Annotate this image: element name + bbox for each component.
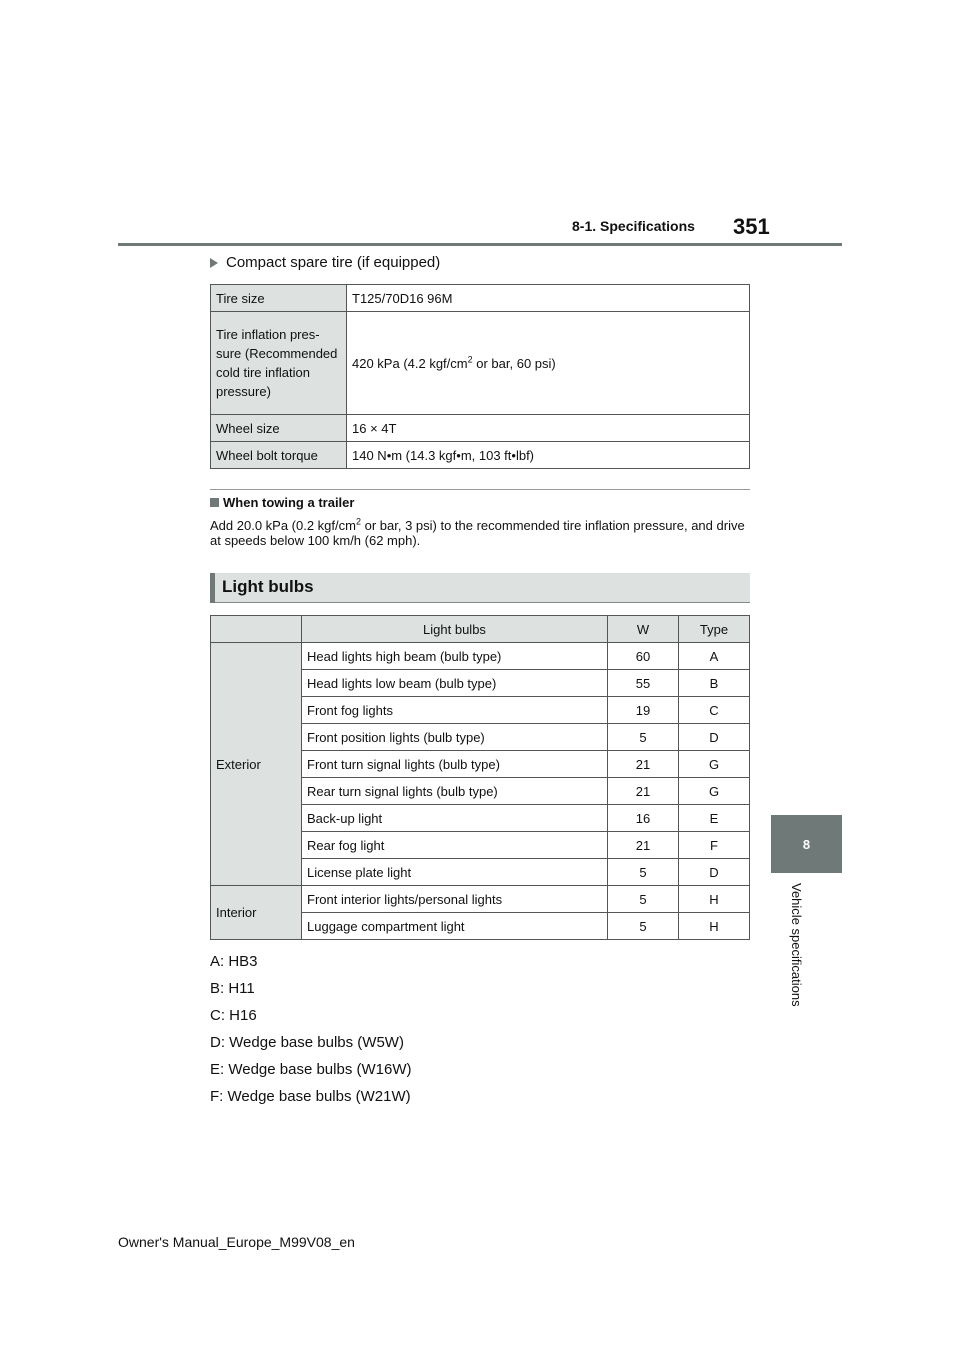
bulb-type: H — [679, 913, 750, 940]
triangle-bullet-icon — [210, 258, 218, 268]
bulb-watt: 19 — [608, 697, 679, 724]
chapter-number: 8 — [802, 836, 811, 852]
bulb-name: Front fog lights — [302, 697, 608, 724]
spec-value — [347, 312, 750, 415]
towing-body-rest: or bar, 3 psi) to the recommended tire inflation pressure, and drive at speeds below 100 km/h (62 mph). — [210, 518, 745, 548]
bulb-name: Head lights high beam (bulb type) — [302, 643, 608, 670]
towing-heading-text: When towing a trailer — [223, 495, 355, 510]
light-bulbs-table — [210, 615, 750, 940]
bulb-type-legend — [210, 952, 411, 1114]
table-row — [211, 285, 750, 312]
bulb-name: Rear turn signal lights (bulb type) — [302, 778, 608, 805]
table-row — [211, 886, 750, 913]
light-bulbs-heading — [210, 573, 750, 603]
towing-heading — [210, 495, 354, 510]
bulb-name: Luggage compartment light — [302, 913, 608, 940]
superscript: 2 — [355, 516, 361, 527]
bulb-type: H — [679, 886, 750, 913]
bulb-watt: 5 — [608, 886, 679, 913]
spec-value-main: 420 kPa (4.2 kgf/cm — [352, 355, 468, 371]
spare-tire-heading — [210, 254, 440, 271]
bulb-name: License plate light — [302, 859, 608, 886]
table-row — [211, 442, 750, 469]
header-rule — [118, 243, 842, 246]
bulb-type: D — [679, 859, 750, 886]
spare-tire-table — [210, 284, 750, 469]
spec-value: T125/70D16 96M — [347, 285, 750, 312]
group-label: Interior — [211, 886, 302, 940]
bulb-name: Back-up light — [302, 805, 608, 832]
column-header: W — [608, 616, 679, 643]
chapter-tab[interactable] — [771, 815, 842, 873]
spec-label: Wheel bolt torque — [211, 442, 347, 469]
bulb-watt: 16 — [608, 805, 679, 832]
legend-item: B: H11 — [210, 980, 255, 997]
towing-body-text: Add 20.0 kPa (0.2 kgf/cm — [210, 518, 356, 533]
spec-label: Tire size — [211, 285, 347, 312]
legend-item: E: Wedge base bulbs (W16W) — [210, 1061, 412, 1078]
group-label: Exterior — [211, 643, 302, 886]
bulb-watt: 5 — [608, 913, 679, 940]
bulb-type: E — [679, 805, 750, 832]
table-header-row — [211, 616, 750, 643]
chapter-title: Vehicle specifications — [789, 883, 804, 1007]
legend-item: F: Wedge base bulbs (W21W) — [210, 1088, 411, 1105]
bulb-type: D — [679, 724, 750, 751]
bulb-type: C — [679, 697, 750, 724]
page-number: 351 — [733, 214, 770, 239]
spec-value: 140 N•m (14.3 kgf•m, 103 ft•lbf) — [347, 442, 750, 469]
bulb-type: A — [679, 643, 750, 670]
bulb-watt: 55 — [608, 670, 679, 697]
square-bullet-icon — [210, 498, 219, 507]
table-row — [211, 312, 750, 415]
page-footer: Owner's Manual_Europe_M99V08_en — [118, 1234, 355, 1250]
bulb-type: B — [679, 670, 750, 697]
light-bulbs-heading-text: Light bulbs — [222, 577, 314, 596]
bulb-name: Front turn signal lights (bulb type) — [302, 751, 608, 778]
bulb-type: F — [679, 832, 750, 859]
bulb-watt: 60 — [608, 643, 679, 670]
spare-tire-heading-text: Compact spare tire (if equipped) — [226, 254, 441, 271]
spec-label: Tire inflation pres- sure (Recommended cold tire inflation pressure) — [211, 312, 347, 415]
superscript: 2 — [467, 354, 473, 365]
column-header: Type — [679, 616, 750, 643]
bulb-name: Rear fog light — [302, 832, 608, 859]
legend-item: D: Wedge base bulbs (W5W) — [210, 1034, 404, 1051]
section-title: 8-1. Specifications — [572, 218, 695, 234]
bulb-watt: 21 — [608, 751, 679, 778]
spec-value: 16 × 4T — [347, 415, 750, 442]
bulb-watt: 21 — [608, 832, 679, 859]
bulb-name: Head lights low beam (bulb type) — [302, 670, 608, 697]
legend-item: C: H16 — [210, 1007, 257, 1024]
column-header — [211, 616, 302, 643]
bulb-type: G — [679, 778, 750, 805]
heading-accent-bar — [210, 573, 215, 603]
spec-label: Wheel size — [211, 415, 347, 442]
bulb-watt: 5 — [608, 859, 679, 886]
legend-item: A: HB3 — [210, 953, 258, 970]
chapter-title-vertical — [788, 883, 808, 1043]
bulb-name: Front interior lights/personal lights — [302, 886, 608, 913]
table-row — [211, 415, 750, 442]
bulb-watt: 21 — [608, 778, 679, 805]
table-row — [211, 643, 750, 670]
towing-body — [210, 518, 755, 548]
column-header: Light bulbs — [302, 616, 608, 643]
bulb-watt: 5 — [608, 724, 679, 751]
spec-value-rest: or bar, 60 psi) — [472, 355, 556, 371]
bulb-name: Front position lights (bulb type) — [302, 724, 608, 751]
divider — [210, 489, 750, 490]
bulb-type: G — [679, 751, 750, 778]
